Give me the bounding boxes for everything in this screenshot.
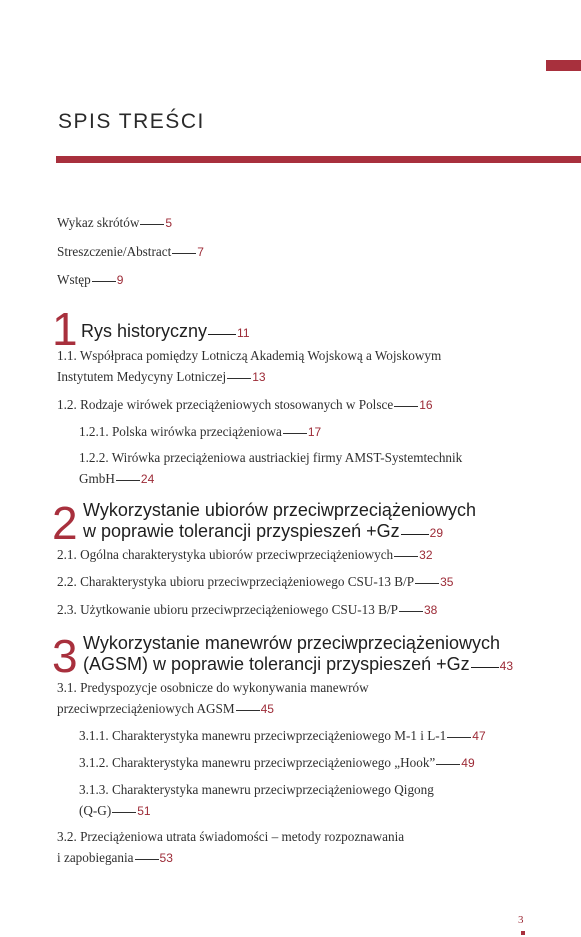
- page-number: 32: [419, 548, 433, 562]
- page-number: 51: [137, 804, 151, 818]
- leader-line: [447, 737, 471, 738]
- toc-entry-1-2[interactable]: [57, 394, 433, 416]
- page-number: 17: [307, 425, 322, 439]
- chapter-title-1[interactable]: [81, 321, 250, 344]
- chapter-title-3[interactable]: [83, 633, 513, 677]
- entry-label-line2: (Q-G): [79, 803, 112, 818]
- entry-label-line2: Instytutem Medycyny Lotniczej: [57, 369, 227, 384]
- chapter-title-text: Rys historyczny: [81, 321, 208, 341]
- chapter-number-2: 2: [52, 497, 78, 549]
- entry-label: Wykaz skrótów: [57, 215, 140, 230]
- toc-entry-abbreviations[interactable]: [57, 212, 172, 234]
- page-number: 38: [423, 603, 438, 617]
- entry-label: 2.1. Ogólna charakterystyka ubiorów przeciwprzeciążeniowych: [57, 547, 394, 562]
- page-number: 29: [429, 526, 444, 540]
- leader-line: [401, 534, 429, 535]
- leader-line: [208, 334, 236, 335]
- page-number: 45: [260, 702, 274, 716]
- entry-label: 1.2.1. Polska wirówka przeciążeniowa: [79, 424, 282, 439]
- entry-label-line2: przeciwprzeciążeniowych AGSM: [57, 701, 235, 716]
- leader-line: [112, 812, 136, 813]
- page-number: 13: [252, 370, 266, 384]
- entry-label: 1.2. Rodzaje wirówek przeciążeniowych stosowanych w Polsce: [57, 397, 394, 412]
- toc-entry-3-1[interactable]: [57, 677, 369, 720]
- entry-label: 3.1.1. Charakterystyka manewru przeciwprzeciążeniowego M-1 i L-1: [79, 728, 447, 743]
- page-number: 53: [159, 851, 173, 865]
- entry-label: Wstęp: [57, 272, 91, 287]
- toc-entry-3-2[interactable]: [57, 826, 404, 869]
- toc-entry-1-2-1[interactable]: [79, 421, 321, 443]
- chapter-title-2[interactable]: [83, 500, 476, 544]
- leader-line: [116, 480, 140, 481]
- toc-entry-3-1-3[interactable]: [79, 779, 434, 822]
- entry-label-line1: 1.1. Współpraca pomiędzy Lotniczą Akademią Wojskową a Wojskowym: [57, 348, 442, 363]
- page-number: 35: [440, 575, 454, 589]
- toc-entry-abstract[interactable]: [57, 241, 204, 263]
- leader-line: [394, 406, 418, 407]
- chapter-title-line1: Wykorzystanie ubiorów przeciwprzeciążeniowych: [83, 500, 476, 520]
- title-rule: [56, 156, 581, 163]
- chapter-number-1: 1: [52, 303, 78, 355]
- entry-label-line2: GmbH: [79, 471, 115, 486]
- page-number: 9: [116, 273, 124, 287]
- page-folio-number: 3: [518, 914, 524, 926]
- page-number: 24: [140, 472, 155, 486]
- chapter-tab-marker: [546, 60, 581, 71]
- entry-label: 3.1.2. Charakterystyka manewru przeciwprzeciążeniowego „Hook”: [79, 755, 436, 770]
- toc-entry-1-1[interactable]: [57, 345, 441, 388]
- chapter-title-line1: Wykorzystanie manewrów przeciwprzeciążeniowych: [83, 633, 500, 653]
- entry-label-line1: 3.2. Przeciążeniowa utrata świadomości – metody rozpoznawania: [57, 829, 405, 844]
- page-number: 43: [499, 659, 513, 673]
- toc-entry-1-2-2[interactable]: [79, 447, 462, 490]
- leader-line: [471, 667, 499, 668]
- page-number: 49: [461, 756, 475, 770]
- leader-line: [227, 378, 251, 379]
- leader-line: [436, 764, 460, 765]
- leader-line: [92, 281, 116, 282]
- page-number: 47: [472, 729, 486, 743]
- entry-label: 2.2. Charakterystyka ubioru przeciwprzeciążeniowego CSU-13 B/P: [57, 574, 415, 589]
- page-number: 7: [197, 245, 204, 259]
- leader-line: [415, 583, 439, 584]
- entry-label-line2: i zapobiegania: [57, 850, 134, 865]
- page-number: 5: [165, 216, 173, 230]
- toc-entry-2-2[interactable]: [57, 571, 453, 593]
- page-number: 16: [419, 398, 433, 412]
- entry-label-line1: 1.2.2. Wirówka przeciążeniowa austriackiej firmy AMST-Systemtechnik: [79, 450, 463, 465]
- leader-line: [399, 611, 423, 612]
- leader-line: [236, 710, 260, 711]
- entry-label-line1: 3.1.3. Charakterystyka manewru przeciwprzeciążeniowego Qigong: [79, 782, 434, 797]
- toc-entry-2-1[interactable]: [57, 544, 433, 566]
- leader-line: [283, 433, 307, 434]
- page-number: 11: [237, 326, 250, 340]
- folio-mark: [521, 931, 525, 935]
- chapter-title-line2: (AGSM) w poprawie tolerancji przyspieszeń +Gz: [83, 654, 470, 674]
- toc-entry-introduction[interactable]: [57, 269, 123, 291]
- page-title: SPIS TREŚCI: [58, 110, 205, 133]
- leader-line: [172, 253, 196, 254]
- entry-label-line1: 3.1. Predyspozycje osobnicze do wykonywania manewrów: [57, 680, 369, 695]
- entry-label: 2.3. Użytkowanie ubioru przeciwprzeciążeniowego CSU-13 B/P: [57, 602, 398, 617]
- toc-entry-3-1-1[interactable]: [79, 725, 486, 747]
- chapter-number-3: 3: [52, 630, 78, 682]
- toc-entry-3-1-2[interactable]: [79, 752, 475, 774]
- leader-line: [394, 556, 418, 557]
- entry-label: Streszczenie/Abstract: [57, 244, 172, 259]
- leader-line: [140, 224, 164, 225]
- toc-entry-2-3[interactable]: [57, 599, 437, 621]
- leader-line: [135, 859, 159, 860]
- chapter-title-line2: w poprawie tolerancji przyspieszeń +Gz: [83, 521, 400, 541]
